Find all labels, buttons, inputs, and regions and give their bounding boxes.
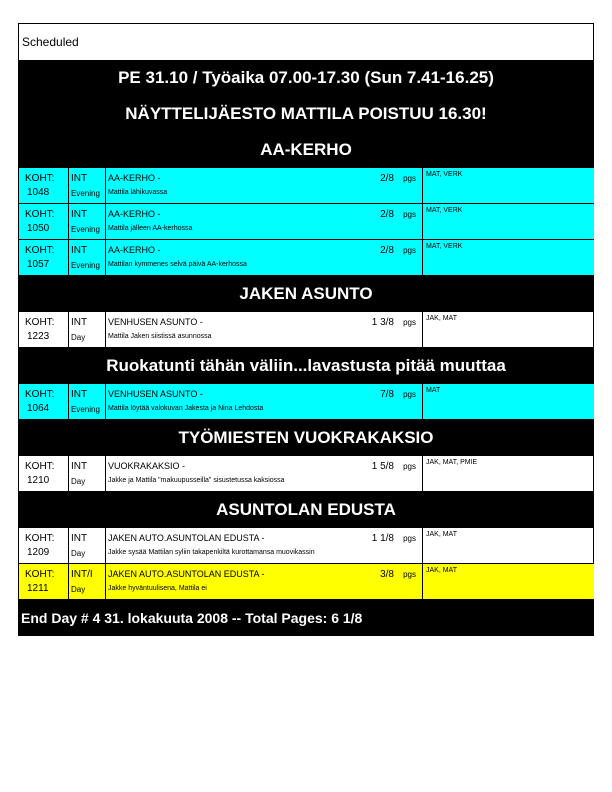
scene-number: 1048 — [27, 187, 50, 198]
int-ext-cell — [69, 564, 106, 599]
page-count: 1 3/8 — [371, 317, 394, 328]
scene-number: 1057 — [27, 259, 50, 270]
scene-row[interactable] — [18, 204, 594, 240]
section-header-jaken-asunto: JAKEN ASUNTO — [18, 276, 594, 312]
page-count: 2/8 — [380, 173, 394, 184]
time-of-day: Day — [71, 333, 86, 342]
pages-unit: pgs — [403, 462, 416, 471]
int-ext: INT — [71, 173, 88, 184]
cast-list: JAK, MAT — [426, 531, 457, 538]
scene-label: KOHT: — [25, 533, 55, 544]
scene-number-cell — [19, 384, 69, 419]
cast-list: JAK, MAT, PMIE — [426, 459, 478, 466]
scene-description: Mattila lähikuvassa — [108, 189, 168, 196]
set-name: VUOKRAKAKSIO - — [108, 461, 186, 471]
int-ext-cell — [69, 240, 106, 275]
set-name: AA-KERHO - — [108, 209, 161, 219]
pages-unit: pgs — [403, 174, 416, 183]
int-ext-cell — [69, 168, 106, 203]
pages-unit: pgs — [403, 390, 416, 399]
section-header-tyomiesten-vuokrakaksio: TYÖMIESTEN VUOKRAKAKSIO — [18, 420, 594, 456]
pages-unit: pgs — [403, 210, 416, 219]
set-cell — [106, 168, 423, 203]
set-cell — [106, 564, 423, 599]
pages-unit: pgs — [403, 570, 416, 579]
schedule-sheet — [18, 23, 594, 636]
scene-row[interactable] — [18, 240, 594, 276]
schedule-label: Scheduled — [18, 23, 594, 60]
set-name: JAKEN AUTO.ASUNTOLAN EDUSTA - — [108, 533, 265, 543]
int-ext: INT — [71, 461, 88, 472]
page-count: 3/8 — [380, 569, 394, 580]
scene-number-cell — [19, 204, 69, 239]
pages-unit: pgs — [403, 246, 416, 255]
scene-label: KOHT: — [25, 173, 55, 184]
scene-row[interactable] — [18, 564, 594, 600]
int-ext-cell — [69, 312, 106, 347]
scene-label: KOHT: — [25, 209, 55, 220]
pages-unit: pgs — [403, 534, 416, 543]
scene-description: Mattila jälleen AA-kerhossa — [108, 225, 193, 232]
time-of-day: Evening — [71, 225, 100, 234]
set-cell — [106, 528, 423, 563]
time-of-day: Evening — [71, 405, 100, 414]
scene-description: Mattilan kymmenes selvä päivä AA-kerhossa — [108, 261, 247, 268]
cast-cell — [423, 456, 595, 491]
time-of-day: Day — [71, 585, 86, 594]
int-ext: INT — [71, 533, 88, 544]
scene-number-cell — [19, 240, 69, 275]
set-name: JAKEN AUTO.ASUNTOLAN EDUSTA - — [108, 569, 265, 579]
set-cell — [106, 204, 423, 239]
scene-number: 1223 — [27, 331, 50, 342]
scene-label: KOHT: — [25, 461, 55, 472]
scene-row[interactable] — [18, 456, 594, 492]
scene-description: Jakke ja Mattila "makuupusseilla" sisustetussa kaksiossa — [108, 477, 285, 484]
page-count: 1 5/8 — [371, 461, 394, 472]
int-ext: INT/I — [71, 569, 93, 580]
scene-row[interactable] — [18, 528, 594, 564]
page-count: 2/8 — [380, 245, 394, 256]
set-name: AA-KERHO - — [108, 245, 161, 255]
pages-unit: pgs — [403, 318, 416, 327]
page-count: 7/8 — [380, 389, 394, 400]
cast-list: MAT, VERK — [426, 243, 463, 250]
scene-label: KOHT: — [25, 389, 55, 400]
cast-cell — [423, 528, 595, 563]
scene-row[interactable] — [18, 312, 594, 348]
scene-number-cell — [19, 564, 69, 599]
scene-number-cell — [19, 168, 69, 203]
cast-list: JAK, MAT — [426, 315, 457, 322]
cast-cell — [423, 240, 595, 275]
cast-list: MAT, VERK — [426, 207, 463, 214]
int-ext-cell — [69, 528, 106, 563]
cast-cell — [423, 564, 595, 599]
scene-row[interactable] — [18, 168, 594, 204]
set-name: AA-KERHO - — [108, 173, 161, 183]
time-of-day: Evening — [71, 261, 100, 270]
scene-number-cell — [19, 528, 69, 563]
notice-header: NÄYTTELIJÄESTO MATTILA POISTUU 16.30! — [18, 96, 594, 132]
scene-description: Mattila löytää valokuvan Jakesta ja Nina Lehdosta — [108, 405, 264, 412]
section-header-ruokatunti: Ruokatunti tähän väliin...lavastusta pitää muuttaa — [18, 348, 594, 384]
int-ext-cell — [69, 384, 106, 419]
scene-description: Mattila Jaken siistissä asunnossa — [108, 333, 212, 340]
cast-cell — [423, 168, 595, 203]
int-ext: INT — [71, 389, 88, 400]
time-of-day: Day — [71, 549, 86, 558]
scene-number: 1050 — [27, 223, 50, 234]
set-name: VENHUSEN ASUNTO - — [108, 317, 203, 327]
scene-description: Jakke hyväntuulisena, Mattila ei — [108, 585, 207, 592]
int-ext: INT — [71, 245, 88, 256]
cast-cell — [423, 312, 595, 347]
int-ext-cell — [69, 456, 106, 491]
int-ext-cell — [69, 204, 106, 239]
end-day-footer: End Day # 4 31. lokakuuta 2008 -- Total Pages: 6 1/8 — [18, 600, 594, 636]
time-of-day: Evening — [71, 189, 100, 198]
int-ext: INT — [71, 209, 88, 220]
scene-label: KOHT: — [25, 569, 55, 580]
scene-label: KOHT: — [25, 317, 55, 328]
cast-list: MAT — [426, 387, 441, 394]
set-name: VENHUSEN ASUNTO - — [108, 389, 203, 399]
int-ext: INT — [71, 317, 88, 328]
scene-number: 1210 — [27, 475, 50, 486]
cast-cell — [423, 384, 595, 419]
page-count: 2/8 — [380, 209, 394, 220]
section-header-asuntolan-edusta: ASUNTOLAN EDUSTA — [18, 492, 594, 528]
scene-number-cell — [19, 456, 69, 491]
cast-cell — [423, 204, 595, 239]
page-count: 1 1/8 — [371, 533, 394, 544]
set-cell — [106, 456, 423, 491]
set-cell — [106, 240, 423, 275]
set-cell — [106, 312, 423, 347]
scene-number: 1064 — [27, 403, 50, 414]
day-line-header: PE 31.10 / Työaika 07.00-17.30 (Sun 7.41-16.25) — [18, 60, 594, 96]
section-header-aa-kerho: AA-KERHO — [18, 132, 594, 168]
scene-number: 1211 — [27, 583, 49, 594]
scene-description: Jakke sysää Mattilan syliin takapenkiltä kurottamansa muovikassin — [108, 549, 315, 556]
cast-list: MAT, VERK — [426, 171, 463, 178]
set-cell — [106, 384, 423, 419]
time-of-day: Day — [71, 477, 86, 486]
scene-number-cell — [19, 312, 69, 347]
cast-list: JAK, MAT — [426, 567, 457, 574]
scene-number: 1209 — [27, 547, 50, 558]
scene-row[interactable] — [18, 384, 594, 420]
scene-label: KOHT: — [25, 245, 55, 256]
